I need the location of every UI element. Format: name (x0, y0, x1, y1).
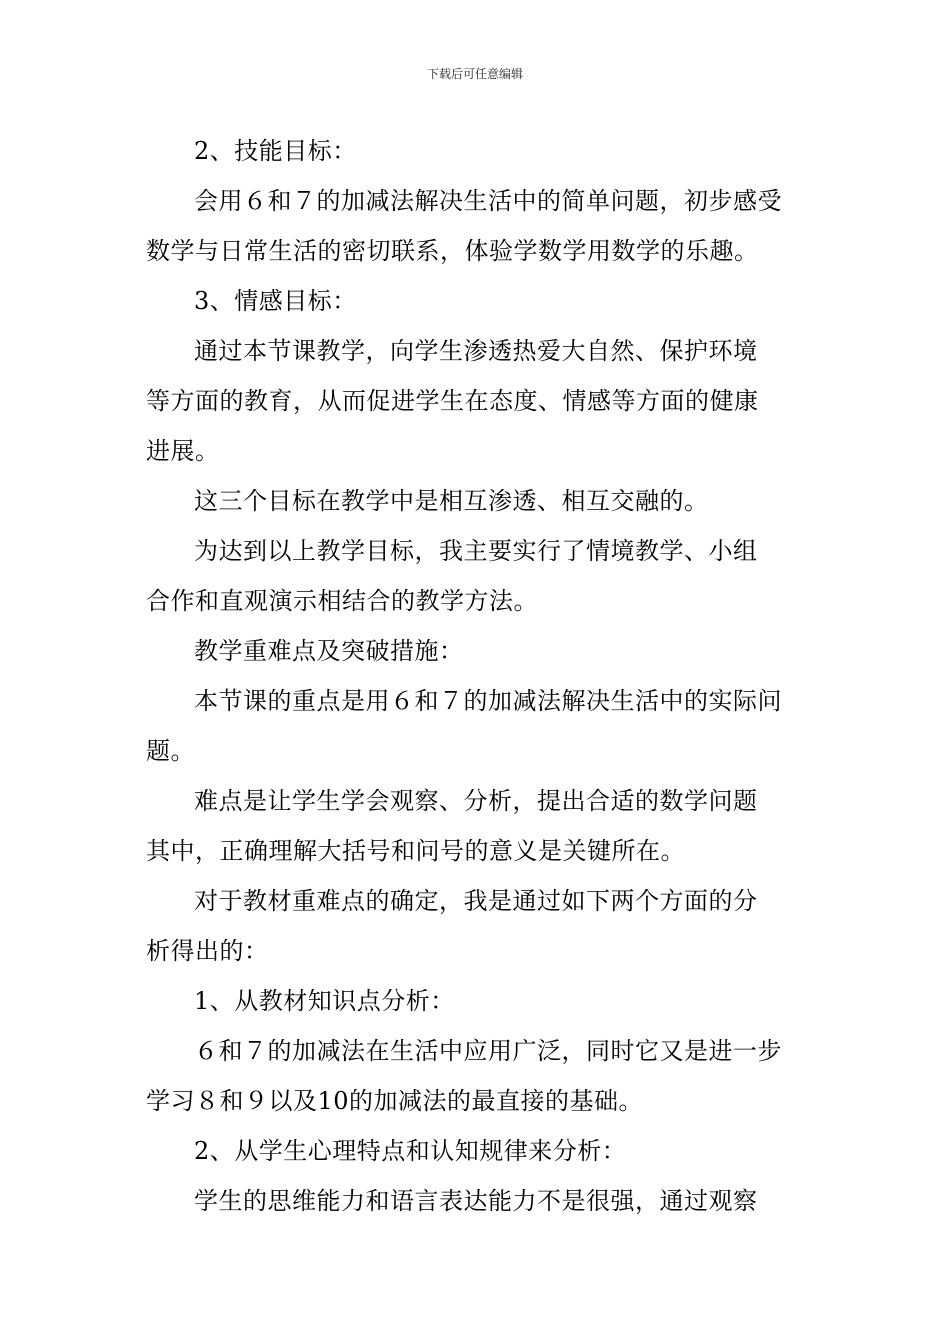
text-line: 为达到以上教学目标，我主要实行了情境教学、小组 (194, 537, 758, 565)
text-line: 等方面的教育，从而促进学生在态度、情感等方面的健康 (146, 387, 759, 415)
text-line: ６和７的加减法在生活中应用广泛，同时它又是进一步 (194, 1037, 782, 1065)
text-line: 数学与日常生活的密切联系，体验学数学用数学的乐趣。 (146, 237, 759, 265)
page-header: 下载后可任意编辑 (426, 67, 523, 81)
text-line: 题。 (146, 737, 195, 765)
document-body (146, 126, 810, 1226)
text-line: 难点是让学生学会观察、分析，提出合适的数学问题 (194, 787, 758, 815)
text-line: 进展。 (146, 437, 220, 465)
text-line: 这三个目标在教学中是相互渗透、相互交融的。 (194, 487, 709, 515)
text-line: 1、从教材知识点分析： (194, 987, 455, 1015)
text-line: 学习８和９以及10的加减法的最直接的基础。 (146, 1087, 644, 1115)
text-line: 其中，正确理解大括号和问号的意义是关键所在。 (146, 837, 685, 865)
text-line: 3、情感目标： (194, 287, 357, 315)
text-line: 2、从学生心理特点和认知规律来分析： (194, 1137, 627, 1165)
text-line: 合作和直观演示相结合的教学方法。 (146, 587, 538, 615)
text-line: 学生的思维能力和语言表达能力不是很强，通过观察 (194, 1187, 758, 1215)
text-line: 本节课的重点是用６和７的加减法解决生活中的实际问 (194, 687, 782, 715)
text-line: 教学重难点及突破措施： (194, 637, 464, 665)
text-line: 会用６和７的加减法解决生活中的简单问题，初步感受 (194, 187, 782, 215)
text-line: 通过本节课教学，向学生渗透热爱大自然、保护环境 (194, 337, 758, 365)
text-line: 对于教材重难点的确定，我是通过如下两个方面的分 (194, 887, 758, 915)
text-line: 析得出的： (146, 937, 269, 965)
text-line: 2、技能目标： (194, 137, 357, 165)
